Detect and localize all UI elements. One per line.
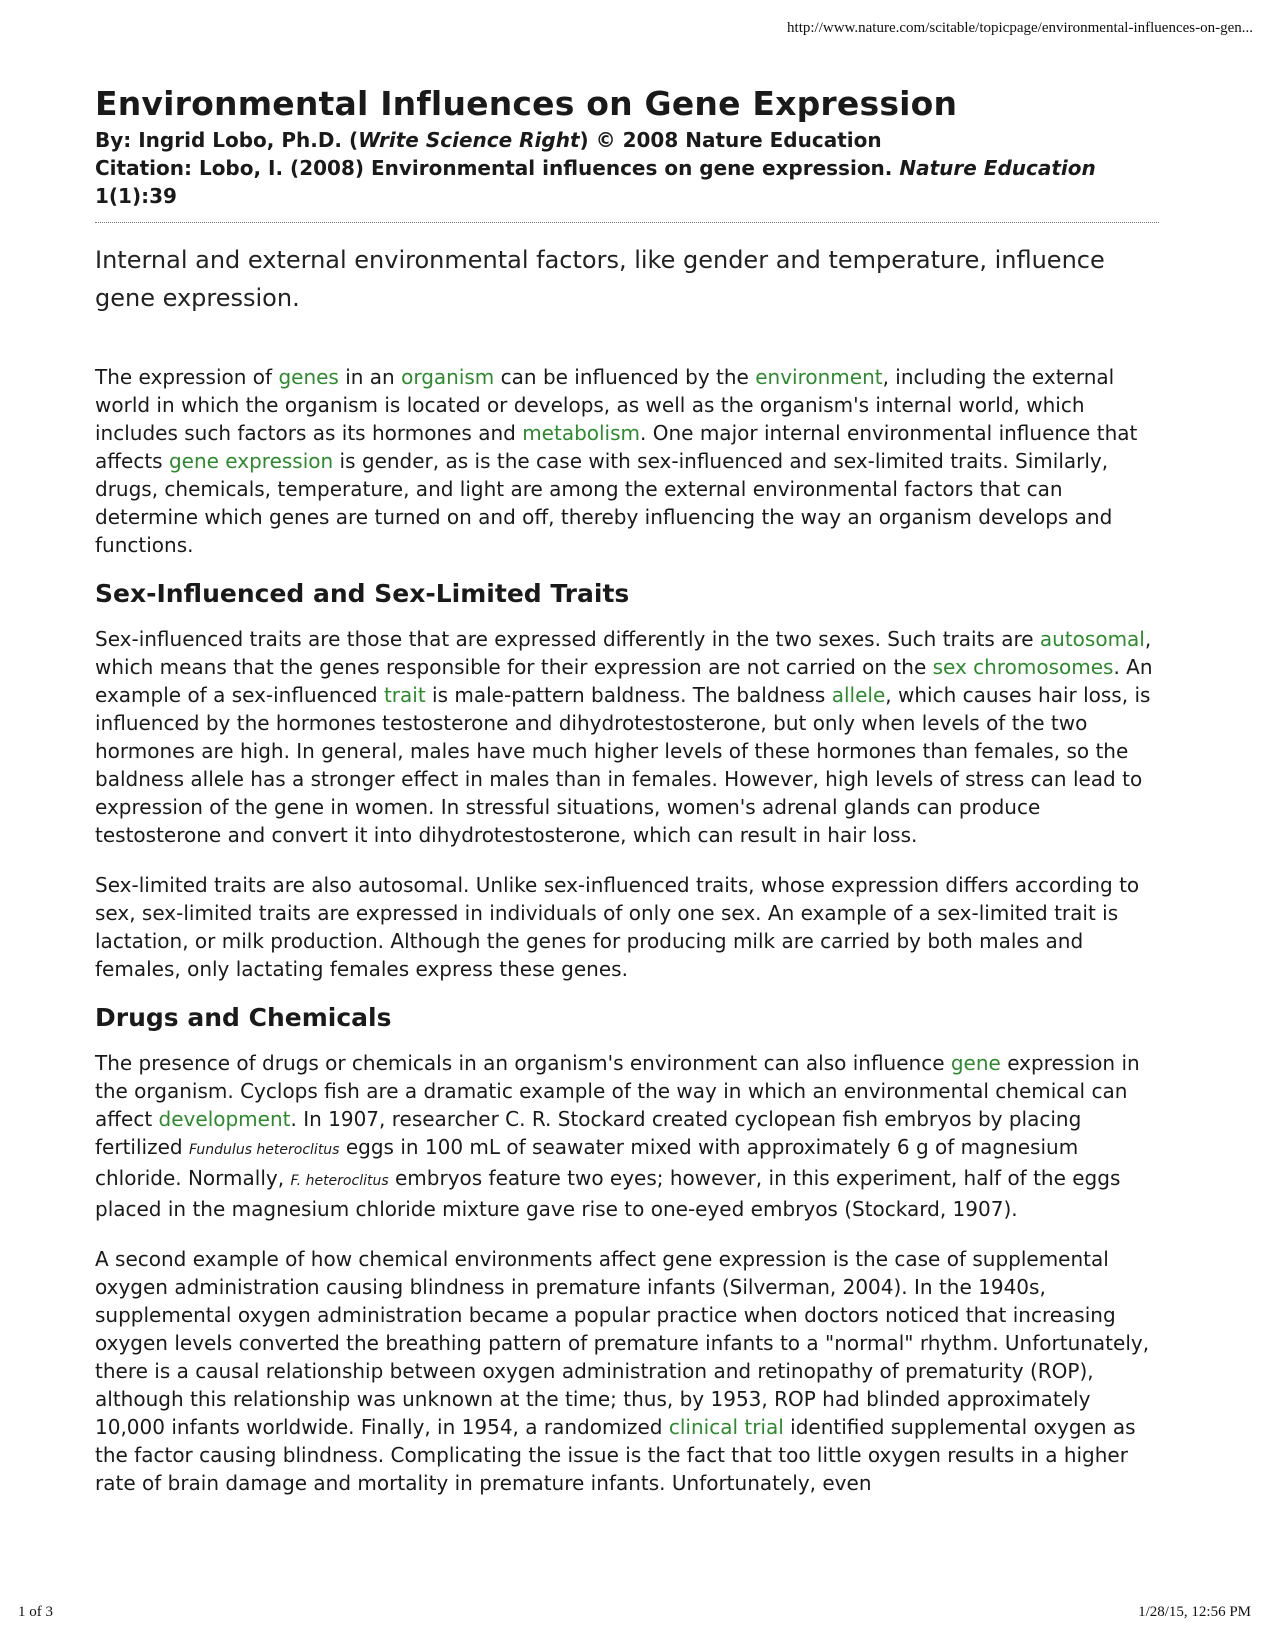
- article: [95, 82, 1159, 1497]
- byline-org: Write Science Right: [358, 128, 580, 152]
- link-environment[interactable]: environment: [755, 365, 883, 389]
- link-metabolism[interactable]: metabolism: [522, 421, 641, 445]
- text-run: is male-pattern baldness. The baldness: [425, 683, 832, 707]
- print-header-url: http://www.nature.com/scitable/topicpage/environmental-influences-on-gen...: [787, 20, 1253, 36]
- text-run: expression in the organism. Cyclops fish are a dramatic example of the way in which an environmental chemical can affect: [95, 1051, 1140, 1131]
- text-run: embryos feature two eyes; however, in this experiment, half of the eggs placed in the magnesium chloride mixture gave rise to one-eyed embryos (Stockard, 1907).: [95, 1166, 1121, 1221]
- link-development[interactable]: development: [158, 1107, 291, 1131]
- text-run: . An example of a sex-influenced: [95, 655, 1153, 707]
- link-gene[interactable]: gene: [950, 1051, 1001, 1075]
- link-clinical-trial[interactable]: clinical trial: [668, 1415, 784, 1439]
- print-page-number: 1 of 3: [18, 1604, 53, 1620]
- byline-prefix: By: Ingrid Lobo, Ph.D. (: [95, 128, 359, 152]
- sex-limited-paragraph: Sex-limited traits are also autosomal. Unlike sex-influenced traits, whose expression differs according to sex, sex-limited traits are expressed in individuals of only one sex. An example of a sex-limited trait is lactation, or milk production. Although the genes for producing milk are carried by both males and females, only lactating females express these genes.: [95, 873, 1140, 981]
- oxygen-paragraph: [95, 1245, 1159, 1497]
- byline-suffix: ) © 2008 Nature Education: [579, 128, 882, 152]
- drugs-paragraph: [95, 1049, 1159, 1223]
- link-genes[interactable]: genes: [278, 365, 339, 389]
- link-allele[interactable]: allele: [831, 683, 886, 707]
- text-run: A second example of how chemical environments affect gene expression is the case of supplemental oxygen administration causing blindness in premature infants (Silverman, 2004). In the 1940s, supplemental oxygen administration became a popular practice when doctors noticed that increasing oxygen levels converted the breathing pattern of premature infants to a "normal" rhythm. Unfortunately, there is a causal relationship between oxygen administration and retinopathy of prematurity (ROP), although this relationship was unknown at the time; thus, by 1953, ROP had blinded approximately 10,000 infants worldwide. Finally, in 1954, a randomized: [95, 1247, 1150, 1439]
- text-run: , which means that the genes responsible for their expression are not carried on the: [95, 627, 1152, 679]
- print-timestamp: 1/28/15, 12:56 PM: [1138, 1604, 1251, 1620]
- citation-journal: Nature Education: [899, 156, 1096, 180]
- link-sex-chromosomes[interactable]: sex chromosomes: [932, 655, 1114, 679]
- link-organism[interactable]: organism: [401, 365, 495, 389]
- link-autosomal[interactable]: autosomal: [1039, 627, 1145, 651]
- species-name: Fundulus heteroclitus: [188, 1142, 340, 1158]
- text-run: in an: [338, 365, 402, 389]
- citation-prefix: Citation: Lobo, I. (2008) Environmental influences on gene expression.: [95, 156, 900, 180]
- text-run: can be influenced by the: [494, 365, 756, 389]
- link-trait[interactable]: trait: [383, 683, 426, 707]
- sex-influenced-paragraph: [95, 625, 1159, 849]
- article-byline: [95, 126, 1159, 154]
- section-heading-sex-traits: Sex-Influenced and Sex-Limited Traits: [95, 579, 630, 608]
- text-run: . One major internal environmental influence that affects: [95, 421, 1138, 473]
- article-summary: Internal and external environmental factors, like gender and temperature, influence gene expression.: [95, 246, 1105, 312]
- intro-paragraph: [95, 363, 1159, 559]
- citation-suffix: 1(1):39: [95, 184, 177, 208]
- text-run: The presence of drugs or chemicals in an organism's environment can also influence: [95, 1051, 951, 1075]
- species-abbrev: F. heteroclitus: [290, 1173, 389, 1189]
- text-run: The expression of: [95, 365, 279, 389]
- text-run: . In 1907, researcher C. R. Stockard created cyclopean fish embryos by placing fertilized: [95, 1107, 1082, 1159]
- text-run: , including the external world in which the organism is located or develops, as well as the organism's internal world, which includes such factors as its hormones and: [95, 365, 1115, 445]
- header-divider: [95, 222, 1159, 223]
- section-heading-drugs: Drugs and Chemicals: [95, 1003, 392, 1032]
- text-run: identified supplemental oxygen as the factor causing blindness. Complicating the issue is the fact that too little oxygen results in a higher rate of brain damage and mortality in premature infants. Unfortunately, even: [95, 1415, 1136, 1495]
- article-title: Environmental Influences on Gene Expression: [95, 84, 958, 123]
- article-citation: [95, 154, 1159, 210]
- text-run: is gender, as is the case with sex-influenced and sex-limited traits. Similarly, drugs, chemicals, temperature, and light are among the external environmental factors that can determine which genes are turned on and off, thereby influencing the way an organism develops and functions.: [95, 449, 1113, 557]
- text-run: , which causes hair loss, is influenced by the hormones testosterone and dihydrotestosterone, but only when levels of the two hormones are high. In general, males have much higher levels of these hormones than females, so the baldness allele has a stronger effect in males than in females. However, high levels of stress can lead to expression of the gene in women. In stressful situations, women's adrenal glands can produce testosterone and convert it into dihydrotestosterone, which can result in hair loss.: [95, 683, 1151, 847]
- text-run: eggs in 100 mL of seawater mixed with approximately 6 g of magnesium chloride. Normally,: [95, 1135, 1079, 1190]
- link-gene-expression[interactable]: gene expression: [168, 449, 334, 473]
- text-run: Sex-influenced traits are those that are expressed differently in the two sexes. Such traits are: [95, 627, 1040, 651]
